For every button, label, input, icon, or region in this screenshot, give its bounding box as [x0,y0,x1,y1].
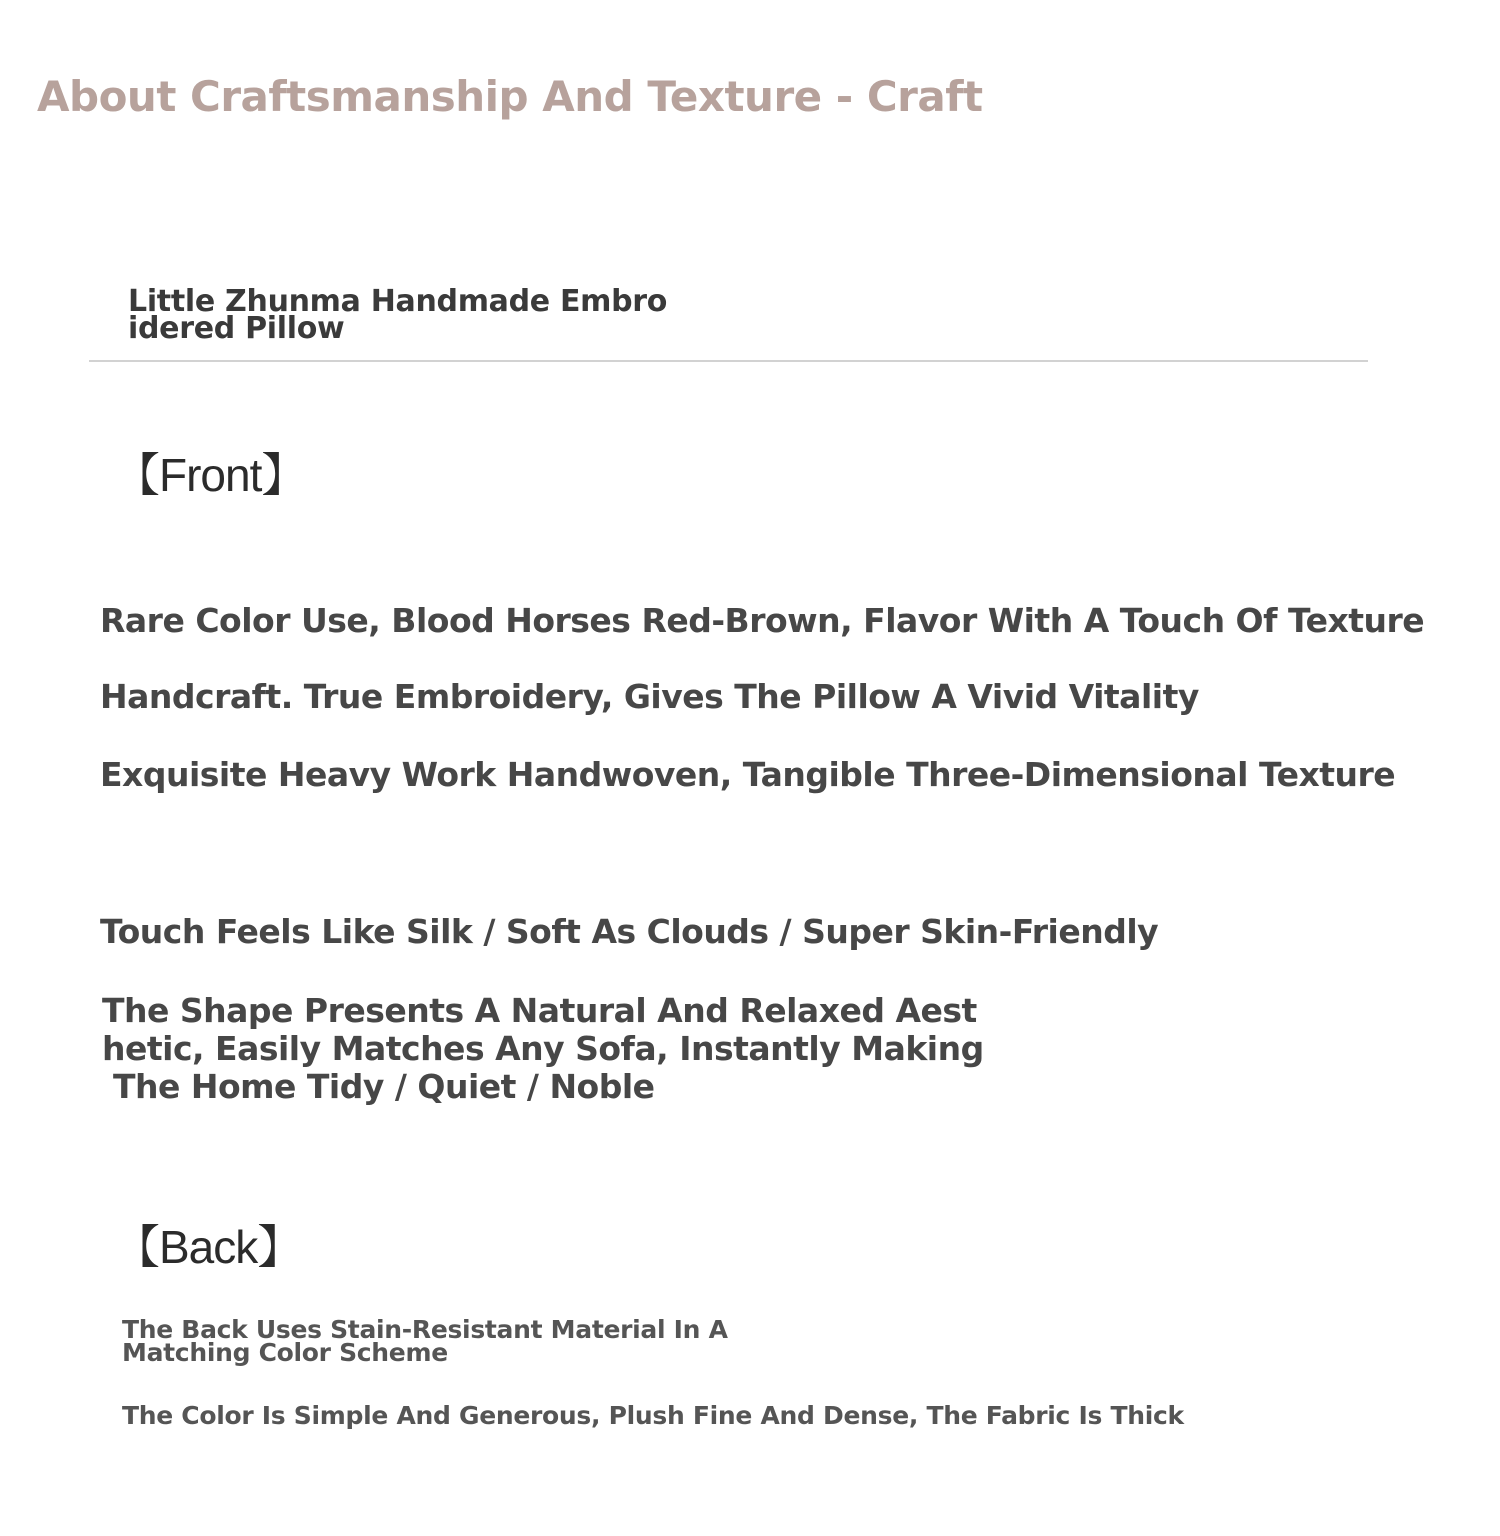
front-feature-shape: The Shape Presents A Natural And Relaxed Aest hetic, Easily Matches Any Sofa, Instantly Making The Home Tidy / Quiet / Noble [102,991,984,1106]
front-section-label: 【Front】 [114,449,307,501]
product-name: Little Zhunma Handmade Embro idered Pillow [128,284,668,346]
front-feature-color: Rare Color Use, Blood Horses Red-Brown, Flavor With A Touch Of Texture [100,601,1425,640]
back-feature-fabric: The Color Is Simple And Generous, Plush Fine And Dense, The Fabric Is Thick [122,1401,1184,1430]
divider [89,360,1368,362]
front-feature-embroidery: Handcraft. True Embroidery, Gives The Pillow A Vivid Vitality [100,677,1199,716]
front-feature-handwoven: Exquisite Heavy Work Handwoven, Tangible Three-Dimensional Texture [100,755,1396,794]
front-feature-touch: Touch Feels Like Silk / Soft As Clouds / Super Skin-Friendly [100,912,1159,951]
page-title: About Craftsmanship And Texture - Craft [37,72,983,121]
back-feature-material: The Back Uses Stain-Resistant Material In A Matching Color Scheme [122,1315,728,1367]
back-section-label: 【Back】 [114,1221,303,1273]
